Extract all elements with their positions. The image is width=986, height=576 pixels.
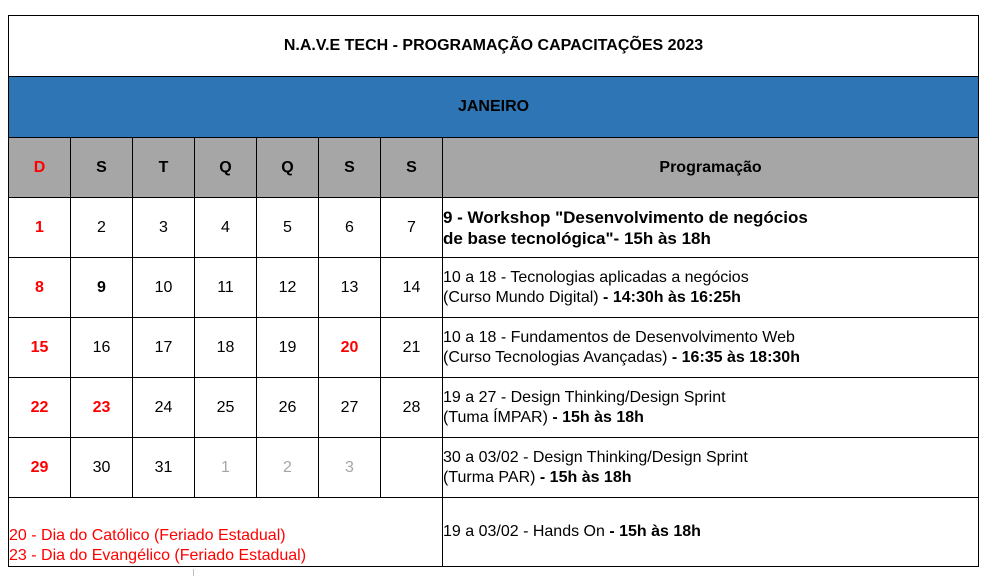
program-line (443, 448, 978, 468)
week-row-4 (9, 378, 979, 438)
day-cell: 22 (9, 378, 71, 438)
program-range: 19 a 27 (443, 388, 497, 406)
program-topic: - Hands On (518, 523, 605, 540)
month-row (9, 77, 979, 138)
program-cell (443, 198, 979, 258)
day-cell: 1 (9, 198, 71, 258)
week-row-3 (9, 318, 979, 378)
day-cell: 19 (257, 318, 319, 378)
day-cell-next-month: 1 (195, 438, 257, 498)
day-cell: 23 (71, 378, 133, 438)
day-cell: 24 (133, 378, 195, 438)
day-cell: 6 (319, 198, 381, 258)
week-row-2 (9, 258, 979, 318)
holiday-note: 20 - Dia do Católico (Feriado Estadual) (9, 527, 286, 544)
day-cell: 21 (381, 318, 443, 378)
day-cell: 7 (381, 198, 443, 258)
program-line (443, 388, 978, 408)
day-cell-empty (381, 438, 443, 498)
program-line (443, 328, 978, 348)
program-line (443, 348, 978, 368)
program-topic: - Fundamentos de Desenvolvimento Web (496, 328, 795, 346)
program-time: - 16:35 às 18:30h (667, 348, 800, 366)
program-time: - 15h às 18h (535, 468, 632, 486)
weekday-monday: S (71, 138, 133, 198)
programacao-header: Programação (443, 138, 979, 198)
program-course: (Turma PAR) (443, 468, 536, 486)
weekday-wednesday: Q (195, 138, 257, 198)
program-line (443, 288, 978, 308)
day-cell: 12 (257, 258, 319, 318)
day-cell-next-month: 3 (319, 438, 381, 498)
footer-program-cell (443, 498, 979, 567)
program-course: (Curso Mundo Digital) (443, 288, 599, 306)
day-cell: 17 (133, 318, 195, 378)
weekday-friday: S (319, 138, 381, 198)
program-cell (443, 258, 979, 318)
day-cell: 16 (71, 318, 133, 378)
title-row (9, 16, 979, 77)
month-name: JANEIRO (9, 77, 979, 138)
day-cell: 4 (195, 198, 257, 258)
program-course: (Curso Tecnologias Avançadas) (443, 348, 668, 366)
day-cell-next-month: 2 (257, 438, 319, 498)
week-row-5 (9, 438, 979, 498)
day-cell: 9 (71, 258, 133, 318)
program-range: 19 a 03/02 (443, 523, 519, 540)
day-cell: 15 (9, 318, 71, 378)
holiday-notes (9, 498, 443, 567)
program-topic: - Design Thinking/Design Sprint (496, 388, 726, 406)
program-cell (443, 438, 979, 498)
program-topic: - Tecnologias aplicadas a negócios (496, 268, 749, 286)
day-cell: 8 (9, 258, 71, 318)
holiday-note: 23 - Dia do Evangélico (Feriado Estadual) (9, 547, 307, 564)
day-cell: 28 (381, 378, 443, 438)
day-cell: 25 (195, 378, 257, 438)
program-cell (443, 378, 979, 438)
sheet-gridline-stub (193, 569, 194, 576)
day-cell: 11 (195, 258, 257, 318)
program-range: 10 a 18 (443, 328, 497, 346)
program-cell (443, 318, 979, 378)
weekday-saturday: S (381, 138, 443, 198)
program-line (443, 408, 978, 428)
program-time: - 14:30h às 16:25h (598, 288, 741, 306)
program-line: 9 - Workshop "Desenvolvimento de negócios (443, 207, 808, 227)
program-topic: - Design Thinking/Design Sprint (518, 448, 748, 466)
program-range: 10 a 18 (443, 268, 497, 286)
calendar-table (8, 15, 979, 567)
program-line (443, 468, 978, 488)
day-cell: 26 (257, 378, 319, 438)
day-cell: 18 (195, 318, 257, 378)
program-line: de base tecnológica"- 15h às 18h (443, 228, 711, 248)
day-cell: 2 (71, 198, 133, 258)
weekday-thursday: Q (257, 138, 319, 198)
day-cell: 14 (381, 258, 443, 318)
program-line (443, 522, 978, 542)
day-cell: 30 (71, 438, 133, 498)
day-cell: 10 (133, 258, 195, 318)
day-cell: 20 (319, 318, 381, 378)
page-title: N.A.V.E TECH - PROGRAMAÇÃO CAPACITAÇÕES 2023 (9, 16, 979, 77)
program-line (443, 268, 978, 288)
weekday-tuesday: T (133, 138, 195, 198)
footer-row (9, 498, 979, 567)
program-range: 30 a 03/02 (443, 448, 519, 466)
program-time: - 15h às 18h (547, 408, 644, 426)
day-cell: 31 (133, 438, 195, 498)
day-cell: 27 (319, 378, 381, 438)
day-cell: 5 (257, 198, 319, 258)
weekday-sunday: D (9, 138, 71, 198)
program-time: - 15h às 18h (604, 523, 701, 540)
week-row-1 (9, 198, 979, 258)
weekday-header-row (9, 138, 979, 198)
day-cell: 3 (133, 198, 195, 258)
day-cell: 29 (9, 438, 71, 498)
day-cell: 13 (319, 258, 381, 318)
program-course: (Tuma ÍMPAR) (443, 408, 548, 426)
